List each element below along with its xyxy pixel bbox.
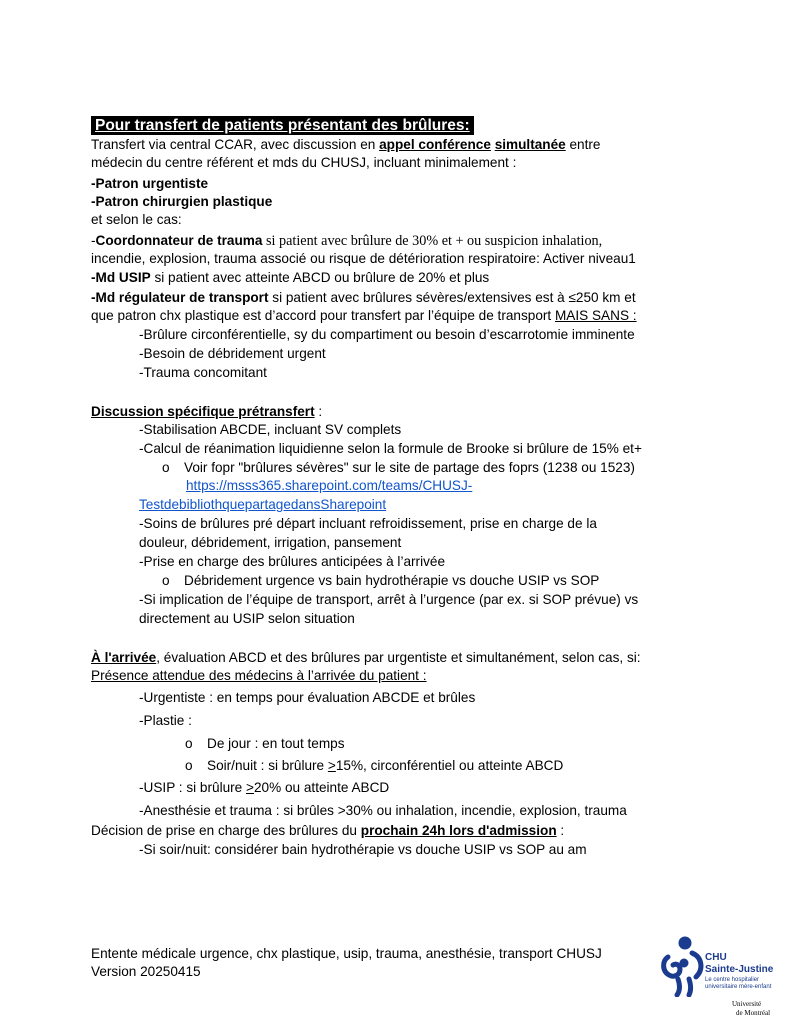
chu-sainte-justine-logo: [656, 935, 788, 1021]
discussion-subitem: o Voir fopr "brûlures sévères" sur le site de partage des foprs (1238 ou 1523): [162, 460, 635, 475]
logo-chu: CHU: [705, 952, 727, 963]
sans-item: -Trauma concomitant: [139, 365, 267, 380]
arrivee-item: -USIP : si brûlure >20% ou atteinte ABCD: [139, 780, 390, 795]
sharepoint-link-continued[interactable]: TestdebibliothquepartagedansSharepoint: [139, 497, 387, 512]
presence-heading: Présence attendue des médecins à l’arrivée du patient :: [91, 668, 427, 683]
trauma-line-1: -Coordonnateur de trauma si patient avec brûlure de 30% et + ou suspicion inhalation,: [91, 233, 603, 249]
plastie-subitem: o De jour : en tout temps: [185, 736, 345, 751]
patron-urgentiste: -Patron urgentiste: [91, 176, 209, 191]
bullet-icon: o: [185, 736, 193, 751]
discussion-item-cont: douleur, débridement, irrigation, pansement: [139, 535, 402, 550]
patron-chirurgien: -Patron chirurgien plastique: [91, 194, 273, 209]
discussion-item: -Calcul de réanimation liquidienne selon la formule de Brooke si brûlure de 15% et+: [139, 441, 642, 456]
logo-univ-1: Université: [732, 1000, 762, 1008]
discussion-item: -Soins de brûlures pré départ incluant refroidissement, prise en charge de la: [139, 516, 597, 531]
discussion-subitem: o Débridement urgence vs bain hydrothérapie vs douche USIP vs SOP: [162, 573, 600, 588]
intro-line-1: Transfert via central CCAR, avec discussion en appel conférence simultanée entre: [91, 137, 601, 152]
bullet-icon: o: [185, 758, 193, 773]
section-title: Pour transfert de patients présentant des brûlures:: [91, 116, 474, 135]
regulateur-line-2: que patron chx plastique est d’accord pour transfert par l’équipe de transport MAIS SANS :: [91, 308, 637, 323]
decision-item: -Si soir/nuit: considérer bain hydrothérapie vs douche USIP vs SOP au am: [139, 842, 587, 857]
arrivee-line: À l'arrivée, évaluation ABCD et des brûlures par urgentiste et simultanément, selon cas, si:: [91, 650, 641, 665]
trauma-line-2: incendie, explosion, trauma associé ou risque de détérioration respiratoire: Activer niveau1: [91, 251, 636, 266]
regulateur-line-1: -Md régulateur de transport si patient avec brûlures sévères/extensives est à ≤250 km et: [91, 290, 636, 305]
decision-line: Décision de prise en charge des brûlures du prochain 24h lors d'admission :: [91, 823, 565, 838]
bullet-icon: o: [162, 460, 170, 475]
intro-line-2: médecin du centre référent et mds du CHUSJ, incluant minimalement :: [91, 155, 517, 170]
discussion-item: -Prise en charge des brûlures anticipées à l’arrivée: [139, 554, 446, 569]
logo-tagline-1: Le centre hospitalier: [705, 977, 760, 983]
discussion-item: -Si implication de l’équipe de transport, arrêt à l’urgence (par ex. si SOP prévue) vs: [139, 592, 639, 607]
discussion-item: -Stabilisation ABCDE, incluant SV complets: [139, 422, 402, 437]
discussion-item-cont: directement au USIP selon situation: [139, 611, 355, 626]
footer-line-1: Entente médicale urgence, chx plastique, usip, trauma, anesthésie, transport CHUSJ: [91, 946, 602, 961]
discussion-heading: Discussion spécifique prétransfert :: [91, 404, 323, 419]
chu-figure-icon: [658, 935, 708, 997]
logo-univ-2: de Montréal: [736, 1009, 771, 1017]
sans-item: -Besoin de débridement urgent: [139, 346, 326, 361]
arrivee-item: -Plastie :: [139, 713, 192, 728]
logo-tagline-2: universitaire mère-enfant: [705, 984, 772, 990]
arrivee-item: -Urgentiste : en temps pour évaluation ABCDE et brûles: [139, 690, 476, 705]
sharepoint-link[interactable]: https://msss365.sharepoint.com/teams/CHUSJ-: [186, 478, 473, 493]
plastie-subitem: o Soir/nuit : si brûlure >15%, circonférentiel ou atteinte ABCD: [185, 758, 564, 773]
selon-cas: et selon le cas:: [91, 212, 182, 227]
logo-name: Sainte-Justine: [705, 964, 774, 975]
usip-line: -Md USIP si patient avec atteinte ABCD ou brûlure de 20% et plus: [91, 270, 490, 285]
footer-version: Version 20250415: [91, 964, 201, 979]
arrivee-item: -Anesthésie et trauma : si brûles >30% ou inhalation, incendie, explosion, trauma: [139, 803, 627, 818]
bullet-icon: o: [162, 573, 170, 588]
sans-item: -Brûlure circonférentielle, sy du compartiment ou besoin d’escarrotomie imminente: [139, 327, 635, 342]
